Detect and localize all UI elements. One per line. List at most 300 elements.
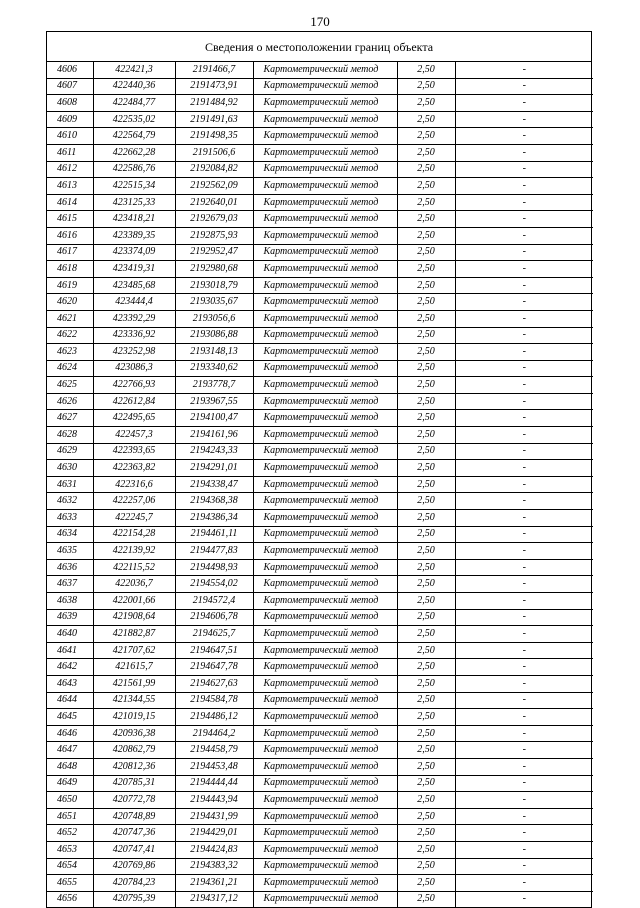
cell-point-number: 4656 — [47, 891, 93, 907]
cell-coord-x: 422586,76 — [93, 161, 175, 178]
cell-method: Картометрический метод — [253, 393, 397, 410]
cell-coord-x: 422612,84 — [93, 393, 175, 410]
cell-coord-x: 422245,7 — [93, 510, 175, 527]
cell-point-number: 4620 — [47, 294, 93, 311]
cell-accuracy: 2,50 — [397, 709, 455, 726]
cell-coord-y: 2194431,99 — [175, 808, 253, 825]
cell-point-number: 4631 — [47, 476, 93, 493]
cell-coord-x: 423418,21 — [93, 211, 175, 228]
cell-coord-x: 422440,36 — [93, 78, 175, 95]
table-row — [47, 593, 593, 610]
cell-accuracy: 2,50 — [397, 178, 455, 195]
table-row — [47, 62, 593, 78]
cell-point-number: 4641 — [47, 642, 93, 659]
cell-accuracy: 2,50 — [397, 593, 455, 610]
cell-coord-y: 2193778,7 — [175, 377, 253, 394]
cell-method: Картометрический метод — [253, 211, 397, 228]
cell-coord-x: 422154,28 — [93, 526, 175, 543]
cell-method: Картометрический метод — [253, 609, 397, 626]
cell-coord-y: 2194386,34 — [175, 510, 253, 527]
coordinates-sheet — [46, 31, 592, 908]
cell-accuracy: 2,50 — [397, 559, 455, 576]
cell-description: - — [455, 443, 593, 460]
cell-accuracy: 2,50 — [397, 344, 455, 361]
cell-description: - — [455, 178, 593, 195]
cell-method: Картометрический метод — [253, 858, 397, 875]
cell-accuracy: 2,50 — [397, 543, 455, 560]
cell-point-number: 4637 — [47, 576, 93, 593]
cell-coord-y: 2194444,44 — [175, 775, 253, 792]
cell-point-number: 4625 — [47, 377, 93, 394]
cell-point-number: 4606 — [57, 63, 77, 75]
cell-coord-x: 420747,41 — [93, 841, 175, 858]
cell-description: - — [455, 593, 593, 610]
cell-point-number: 4615 — [47, 211, 93, 228]
cell-description: - — [455, 194, 593, 211]
cell-description: - — [455, 144, 593, 161]
cell-description: - — [455, 78, 593, 95]
cell-point-number: 4623 — [47, 344, 93, 361]
cell-coord-x: 423125,33 — [93, 194, 175, 211]
cell-method: Картометрический метод — [253, 78, 397, 95]
cell-description: - — [455, 277, 593, 294]
cell-point-number: 4621 — [47, 310, 93, 327]
table-row — [47, 443, 593, 460]
cell-accuracy: 2,50 — [397, 858, 455, 875]
table-row — [47, 377, 593, 394]
cell-point-number: 4654 — [47, 858, 93, 875]
table-row — [47, 858, 593, 875]
cell-accuracy: 2,50 — [397, 377, 455, 394]
cell-method: Картометрический метод — [253, 327, 397, 344]
table-row — [47, 808, 593, 825]
cell-coord-x: 421882,87 — [93, 626, 175, 643]
table-row — [47, 327, 593, 344]
cell-description: - — [455, 559, 593, 576]
table-row — [47, 78, 593, 95]
cell-coord-y: 2192980,68 — [175, 261, 253, 278]
cell-accuracy: 2,50 — [397, 758, 455, 775]
cell-coord-x: 422535,02 — [93, 111, 175, 128]
cell-description: - — [455, 95, 593, 112]
cell-point-number: 4610 — [47, 128, 93, 145]
cell-description: - — [455, 775, 593, 792]
cell-coord-y: 2193148,13 — [175, 344, 253, 361]
table-row — [47, 261, 593, 278]
cell-accuracy: 2,50 — [397, 294, 455, 311]
cell-coord-x: 420747,36 — [93, 825, 175, 842]
cell-coord-x: 422001,66 — [93, 593, 175, 610]
table-row — [47, 128, 593, 145]
cell-point-number: 4647 — [47, 742, 93, 759]
cell-method: Картометрический метод — [253, 775, 397, 792]
cell-description: - — [455, 742, 593, 759]
cell-coord-y: 2192084,82 — [175, 161, 253, 178]
cell-coord-x: 422515,34 — [93, 178, 175, 195]
cell-point-number: 4616 — [47, 227, 93, 244]
cell-coord-y: 2193035,67 — [175, 294, 253, 311]
cell-coord-y: 2194383,32 — [175, 858, 253, 875]
cell-description: - — [455, 111, 593, 128]
cell-accuracy: 2,50 — [397, 78, 455, 95]
cell-coord-y: 2194647,78 — [175, 659, 253, 676]
cell-point-number: 4645 — [47, 709, 93, 726]
cell-point-number: 4650 — [47, 792, 93, 809]
table-row — [47, 675, 593, 692]
cell-description: - — [455, 62, 593, 78]
cell-coord-x: 423444,4 — [93, 294, 175, 311]
cell-coord-y: 2194464,2 — [175, 725, 253, 742]
cell-coord-y: 2194498,93 — [175, 559, 253, 576]
cell-coord-x: 422139,92 — [93, 543, 175, 560]
cell-description: - — [455, 841, 593, 858]
table-header: Сведения о местоположении границ объекта — [47, 32, 591, 62]
cell-coord-y: 2194429,01 — [175, 825, 253, 842]
cell-method: Картометрический метод — [253, 427, 397, 444]
cell-accuracy: 2,50 — [397, 642, 455, 659]
cell-coord-x: 422316,6 — [93, 476, 175, 493]
table-row — [47, 294, 593, 311]
cell-point-number: 4607 — [47, 78, 93, 95]
cell-description: - — [455, 891, 593, 907]
cell-point-number: 4629 — [47, 443, 93, 460]
cell-method: Картометрический метод — [253, 95, 397, 112]
table-row — [47, 178, 593, 195]
cell-coord-y: 2194584,78 — [175, 692, 253, 709]
cell-point-number: 4651 — [47, 808, 93, 825]
cell-coord-x: 423336,92 — [93, 327, 175, 344]
cell-coord-x: 422257,06 — [93, 493, 175, 510]
cell-coord-y: 2194424,83 — [175, 841, 253, 858]
cell-point-number: 4646 — [47, 725, 93, 742]
cell-description: - — [455, 344, 593, 361]
cell-accuracy: 2,50 — [397, 742, 455, 759]
cell-accuracy: 2,50 — [397, 443, 455, 460]
cell-coord-y: 2194572,4 — [175, 593, 253, 610]
cell-method: Картометрический метод — [253, 460, 397, 477]
cell-accuracy: 2,50 — [397, 725, 455, 742]
cell-coord-y: 2191506,6 — [175, 144, 253, 161]
cell-method: Картометрический метод — [253, 709, 397, 726]
cell-accuracy: 2,50 — [397, 310, 455, 327]
cell-point-number: 4622 — [47, 327, 93, 344]
cell-method: Картометрический метод — [253, 194, 397, 211]
cell-point-number: 4649 — [47, 775, 93, 792]
cell-coord-x: 422766,93 — [93, 377, 175, 394]
cell-description: - — [455, 725, 593, 742]
cell-description: - — [455, 493, 593, 510]
table-row — [47, 493, 593, 510]
table-row — [47, 393, 593, 410]
table-row — [47, 758, 593, 775]
cell-method: Картометрический метод — [253, 161, 397, 178]
table-row — [47, 211, 593, 228]
cell-coord-x: 420936,38 — [93, 725, 175, 742]
cell-point-number: 4634 — [47, 526, 93, 543]
cell-description: - — [455, 825, 593, 842]
cell-coord-x: 423419,31 — [93, 261, 175, 278]
cell-method: Картометрический метод — [253, 277, 397, 294]
cell-method: Картометрический метод — [253, 792, 397, 809]
cell-coord-x: 420769,86 — [93, 858, 175, 875]
cell-coord-y: 2194161,96 — [175, 427, 253, 444]
cell-point-number: 4635 — [47, 543, 93, 560]
table-row — [47, 775, 593, 792]
cell-accuracy: 2,50 — [397, 261, 455, 278]
cell-method: Картометрический метод — [253, 626, 397, 643]
cell-point-number: 4617 — [47, 244, 93, 261]
cell-point-number: 4655 — [47, 875, 93, 892]
cell-accuracy: 2,50 — [397, 460, 455, 477]
cell-point-number: 4640 — [47, 626, 93, 643]
cell-method: Картометрический метод — [253, 360, 397, 377]
cell-description: - — [455, 427, 593, 444]
cell-coord-x: 423392,29 — [93, 310, 175, 327]
coordinates-table — [47, 62, 593, 907]
table-row — [47, 792, 593, 809]
cell-method: Картометрический метод — [253, 543, 397, 560]
cell-coord-y: 2192952,47 — [175, 244, 253, 261]
cell-coord-y: 2192562,09 — [175, 178, 253, 195]
table-row — [47, 344, 593, 361]
cell-method: Картометрический метод — [253, 642, 397, 659]
cell-point-number: 4619 — [47, 277, 93, 294]
cell-point-number: 4609 — [47, 111, 93, 128]
cell-method: Картометрический метод — [253, 244, 397, 261]
cell-method: Картометрический метод — [253, 559, 397, 576]
cell-description: - — [455, 675, 593, 692]
cell-accuracy: 2,50 — [397, 95, 455, 112]
cell-accuracy: 2,50 — [397, 211, 455, 228]
cell-point-number: 4611 — [47, 144, 93, 161]
cell-accuracy: 2,50 — [397, 875, 455, 892]
cell-accuracy: 2,50 — [397, 128, 455, 145]
cell-coord-y: 2193018,79 — [175, 277, 253, 294]
cell-method: Картометрический метод — [253, 344, 397, 361]
cell-coord-y: 2194443,94 — [175, 792, 253, 809]
cell-method: Картометрический метод — [253, 111, 397, 128]
table-row — [47, 841, 593, 858]
cell-accuracy: 2,50 — [397, 775, 455, 792]
cell-accuracy: 2,50 — [397, 626, 455, 643]
cell-coord-y: 2194554,02 — [175, 576, 253, 593]
cell-method: Картометрический метод — [253, 377, 397, 394]
cell-description: - — [455, 875, 593, 892]
cell-accuracy: 2,50 — [397, 62, 455, 78]
table-row — [47, 476, 593, 493]
cell-coord-x: 421019,15 — [93, 709, 175, 726]
table-row — [47, 576, 593, 593]
cell-description: - — [455, 161, 593, 178]
table-row — [47, 510, 593, 527]
cell-accuracy: 2,50 — [397, 510, 455, 527]
cell-coord-x: 420748,89 — [93, 808, 175, 825]
cell-accuracy: 2,50 — [397, 493, 455, 510]
cell-coord-x: 421561,99 — [93, 675, 175, 692]
cell-point-number: 4642 — [47, 659, 93, 676]
cell-description: - — [455, 692, 593, 709]
cell-accuracy: 2,50 — [397, 825, 455, 842]
cell-coord-y: 2194647,51 — [175, 642, 253, 659]
cell-coord-y: 2194461,11 — [175, 526, 253, 543]
cell-description: - — [455, 327, 593, 344]
cell-point-number: 4639 — [47, 609, 93, 626]
cell-description: - — [455, 244, 593, 261]
cell-method: Картометрический метод — [253, 493, 397, 510]
cell-coord-x: 422115,52 — [93, 559, 175, 576]
cell-coord-x: 420795,39 — [93, 891, 175, 907]
cell-point-number: 4632 — [47, 493, 93, 510]
cell-method: Картометрический метод — [253, 692, 397, 709]
cell-accuracy: 2,50 — [397, 327, 455, 344]
cell-coord-x: 422457,3 — [93, 427, 175, 444]
cell-method: Картометрический метод — [253, 128, 397, 145]
cell-method: Картометрический метод — [253, 576, 397, 593]
cell-coord-y: 2191473,91 — [175, 78, 253, 95]
table-row — [47, 526, 593, 543]
cell-description: - — [455, 609, 593, 626]
table-row — [47, 227, 593, 244]
cell-method: Картометрический метод — [253, 227, 397, 244]
table-row — [47, 875, 593, 892]
cell-coord-x: 421615,7 — [93, 659, 175, 676]
cell-description: - — [455, 227, 593, 244]
table-row — [47, 742, 593, 759]
cell-point-number: 4608 — [47, 95, 93, 112]
cell-coord-y: 2191498,35 — [175, 128, 253, 145]
cell-method: Картометрический метод — [253, 443, 397, 460]
cell-accuracy: 2,50 — [397, 692, 455, 709]
cell-point-number: 4614 — [47, 194, 93, 211]
table-row — [47, 626, 593, 643]
table-row — [47, 194, 593, 211]
cell-description: - — [455, 808, 593, 825]
table-row — [47, 659, 593, 676]
cell-method: Картометрический метод — [253, 725, 397, 742]
cell-accuracy: 2,50 — [397, 427, 455, 444]
cell-coord-x: 420862,79 — [93, 742, 175, 759]
cell-coord-y: 2194458,79 — [175, 742, 253, 759]
page-number: 170 — [310, 14, 330, 29]
cell-coord-y: 2191491,63 — [175, 111, 253, 128]
cell-coord-y: 2192875,93 — [175, 227, 253, 244]
cell-method: Картометрический метод — [253, 891, 397, 907]
cell-method: Картометрический метод — [253, 526, 397, 543]
cell-accuracy: 2,50 — [397, 410, 455, 427]
cell-method: Картометрический метод — [253, 62, 397, 78]
cell-description: - — [455, 410, 593, 427]
cell-point-number: 4652 — [47, 825, 93, 842]
cell-accuracy: 2,50 — [397, 227, 455, 244]
cell-coord-x: 422363,82 — [93, 460, 175, 477]
cell-coord-y: 2194243,33 — [175, 443, 253, 460]
cell-coord-x: 422393,65 — [93, 443, 175, 460]
cell-method: Картометрический метод — [253, 476, 397, 493]
table-row — [47, 95, 593, 112]
cell-coord-x: 422484,77 — [93, 95, 175, 112]
cell-coord-y: 2194338,47 — [175, 476, 253, 493]
cell-method: Картометрический метод — [253, 742, 397, 759]
cell-coord-x: 423389,35 — [93, 227, 175, 244]
cell-description: - — [455, 626, 593, 643]
cell-coord-y: 2194453,48 — [175, 758, 253, 775]
cell-accuracy: 2,50 — [397, 360, 455, 377]
cell-description: - — [455, 310, 593, 327]
cell-coord-x: 421344,55 — [93, 692, 175, 709]
cell-accuracy: 2,50 — [397, 244, 455, 261]
table-row — [47, 692, 593, 709]
cell-description: - — [455, 576, 593, 593]
cell-description: - — [455, 294, 593, 311]
cell-coord-y: 2194477,83 — [175, 543, 253, 560]
cell-point-number: 4626 — [47, 393, 93, 410]
cell-description: - — [455, 858, 593, 875]
cell-description: - — [455, 543, 593, 560]
cell-point-number: 4653 — [47, 841, 93, 858]
cell-coord-y: 2191484,92 — [175, 95, 253, 112]
table-row — [47, 725, 593, 742]
table-row — [47, 709, 593, 726]
cell-coord-y: 2194627,63 — [175, 675, 253, 692]
table-row — [47, 543, 593, 560]
cell-accuracy: 2,50 — [397, 393, 455, 410]
cell-coord-y: 2194368,38 — [175, 493, 253, 510]
cell-coord-y: 2194317,12 — [175, 891, 253, 907]
cell-accuracy: 2,50 — [397, 194, 455, 211]
cell-coord-x: 420784,23 — [93, 875, 175, 892]
coordinates-table-body — [47, 62, 593, 907]
cell-accuracy: 2,50 — [397, 891, 455, 907]
cell-accuracy: 2,50 — [397, 576, 455, 593]
cell-accuracy: 2,50 — [397, 476, 455, 493]
cell-point-number: 4638 — [47, 593, 93, 610]
table-row — [47, 161, 593, 178]
table-row — [47, 609, 593, 626]
cell-point-number: 4648 — [47, 758, 93, 775]
cell-coord-y: 2194486,12 — [175, 709, 253, 726]
cell-description: - — [455, 709, 593, 726]
cell-description: - — [455, 377, 593, 394]
cell-coord-x: 420772,78 — [93, 792, 175, 809]
table-row — [47, 410, 593, 427]
cell-point-number: 4630 — [47, 460, 93, 477]
cell-coord-y: 2193056,6 — [175, 310, 253, 327]
cell-coord-x: 423252,98 — [93, 344, 175, 361]
cell-method: Картометрический метод — [253, 675, 397, 692]
cell-point-number: 4624 — [47, 360, 93, 377]
cell-description: - — [455, 510, 593, 527]
cell-coord-x: 422036,7 — [93, 576, 175, 593]
cell-point-number: 4613 — [47, 178, 93, 195]
table-row — [47, 144, 593, 161]
table-row — [47, 559, 593, 576]
table-row — [47, 111, 593, 128]
cell-accuracy: 2,50 — [397, 111, 455, 128]
cell-description: - — [455, 128, 593, 145]
table-row — [47, 360, 593, 377]
cell-method: Картометрический метод — [253, 144, 397, 161]
cell-method: Картометрический метод — [253, 825, 397, 842]
table-row — [47, 825, 593, 842]
cell-method: Картометрический метод — [253, 310, 397, 327]
cell-description: - — [455, 792, 593, 809]
cell-point-number: 4628 — [47, 427, 93, 444]
cell-description: - — [455, 476, 593, 493]
cell-coord-y: 2193967,55 — [175, 393, 253, 410]
cell-coord-x: 422421,3 — [93, 62, 175, 78]
cell-accuracy: 2,50 — [397, 609, 455, 626]
cell-accuracy: 2,50 — [397, 675, 455, 692]
